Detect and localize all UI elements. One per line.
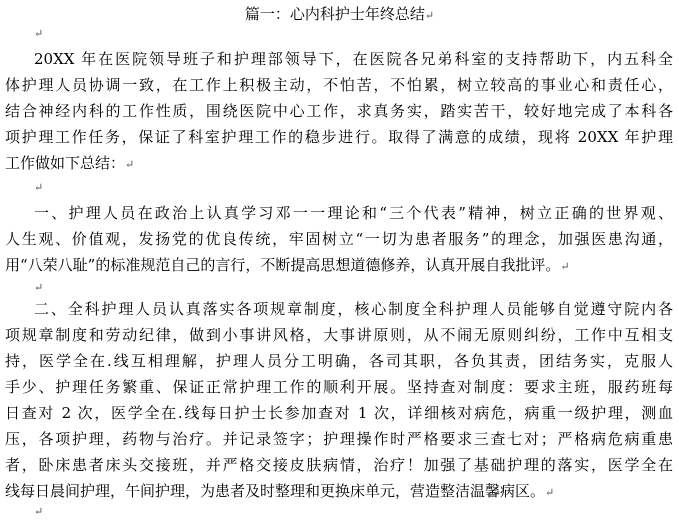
paragraph-1-line: 体护理人员协调一致，在工作上积极主动，不怕苦，不怕累，树立较高的事业心和责任心，: [5, 76, 673, 94]
paragraph-1-line: 结合神经内科的工作性质，围绕医院中心工作，求真务实，踏实苦干，较好地完成了本科各: [5, 102, 673, 120]
paragraph-3-line: 压，各项护理，药物与治疗。并记录签字；护理操作时严格要求三查七对；严格病危病重患: [5, 430, 673, 448]
paragraph-mark-icon: ↵: [34, 181, 44, 194]
paragraph-3-line: 手少、护理任务繁重、保证正常护理工作的顺利开展。坚持查对制度：要求主班，服药班每: [5, 378, 673, 396]
paragraph-mark-icon: ↵: [34, 281, 44, 294]
paragraph-1-line: 20XX 年在医院领导班子和护理部领导下，在医院各兄弟科室的支持帮助下，内五科全: [34, 50, 673, 68]
paragraph-2-line: 用“八荣八耻”的标准规范自己的言行，不断提高思想道德修养，认真开展自我批评。↵: [5, 256, 570, 274]
paragraph-mark-icon: ↵: [545, 486, 555, 499]
document-title: 篇一：心内科护士年终总结↵: [244, 5, 435, 23]
paragraph-mark-icon: ↵: [34, 505, 44, 518]
paragraph-1-line: 工作做如下总结：↵: [5, 154, 135, 172]
paragraph-mark-icon: ↵: [125, 158, 135, 171]
paragraph-3-line: 者，卧床患者床头交接班，并严格交接皮肤病情，治疗！加强了基础护理的落实，医学全在: [5, 456, 673, 474]
paragraph-mark-icon: ↵: [34, 27, 44, 40]
paragraph-1-line: 项护理工作任务，保证了科室护理工作的稳步进行。取得了满意的成绩，现将 20XX 年护理: [5, 128, 673, 146]
paragraph-mark-icon: ↵: [560, 260, 570, 273]
paragraph-3-line: 线每日晨间护理，午间护理，为患者及时整理和更换床单元，营造整洁温馨病区。↵: [5, 482, 555, 500]
paragraph-3-line: 持，医学全在.线互相理解，护理人员分工明确，各司其职，各负其责，团结务实，克服人: [5, 352, 673, 370]
paragraph-2-line: 人生观、价值观，发扬党的优良传统，牢固树立“一切为患者服务”的理念，加强医患沟通，: [5, 230, 673, 248]
paragraph-2-line: 一、护理人员在政治上认真学习邓一一理论和“三个代表”精神，树立正确的世界观、: [34, 204, 673, 222]
paragraph-3-line: 日查对 2 次，医学全在.线每日护士长参加查对 1 次，详细核对病危，病重一级护理，测血: [5, 404, 673, 422]
paragraph-3-line: 二、全科护理人员认真落实各项规章制度，核心制度全科护理人员能够自觉遵守院内各: [34, 300, 673, 318]
paragraph-mark-icon: ↵: [424, 9, 435, 22]
paragraph-3-line: 项规章制度和劳动纪律，做到小事讲风格，大事讲原则，从不闹无原则纠纷，工作中互相支: [5, 326, 673, 344]
